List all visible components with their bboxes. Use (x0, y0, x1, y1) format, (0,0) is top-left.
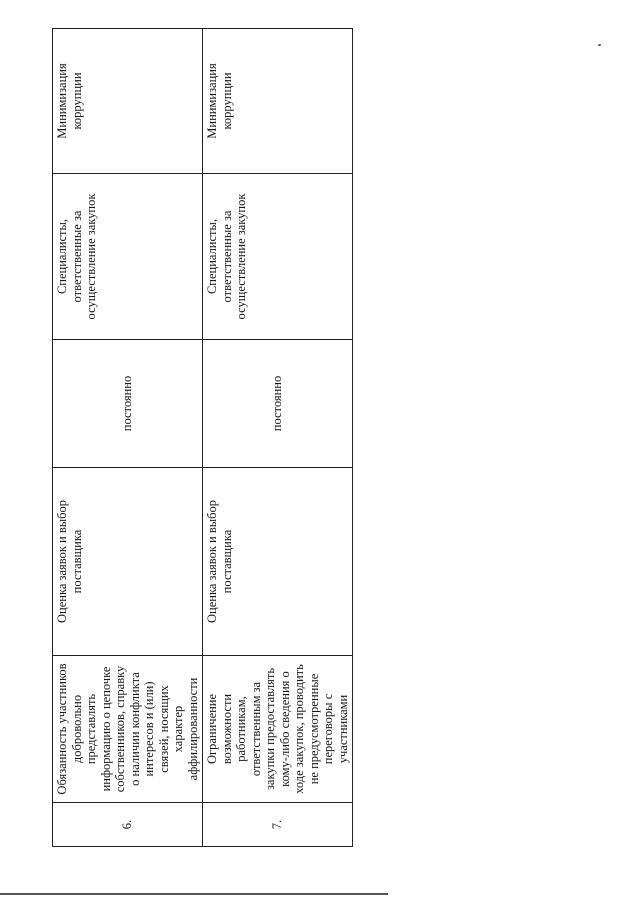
row-number: 7. (203, 803, 353, 847)
table-row (53, 29, 203, 847)
responsible-cell: Специалисты, ответственные за осуществление закупок (53, 174, 203, 340)
measure-description: Обязанность участников добровольно представлять информацию о цепочке собственников, справку о наличии конфликта интересов и (или) связей, носящих характер аффилированности (53, 656, 203, 803)
goal-cell: Минимизация коррупции (53, 29, 203, 174)
scan-speck (598, 44, 601, 46)
table-row (203, 29, 353, 847)
rotated-table-wrapper (52, 29, 350, 847)
row-number: 6. (53, 803, 203, 847)
procurement-stage: Оценка заявок и выбор поставщика (203, 468, 353, 656)
goal-cell: Минимизация коррупции (203, 29, 353, 174)
procurement-stage: Оценка заявок и выбор поставщика (53, 468, 203, 656)
term-cell: постоянно (203, 340, 353, 468)
term-cell: постоянно (53, 340, 203, 468)
page-bottom-rule (0, 893, 388, 895)
measures-table (52, 28, 353, 847)
measure-description: Ограничение возможности работникам, ответственным за закупки предоставлять кому-либо сведения о ходе закупок, проводить не предусмотренные переговоры с участниками (203, 656, 353, 803)
responsible-cell: Специалисты, ответственные за осуществление закупок (203, 174, 353, 340)
